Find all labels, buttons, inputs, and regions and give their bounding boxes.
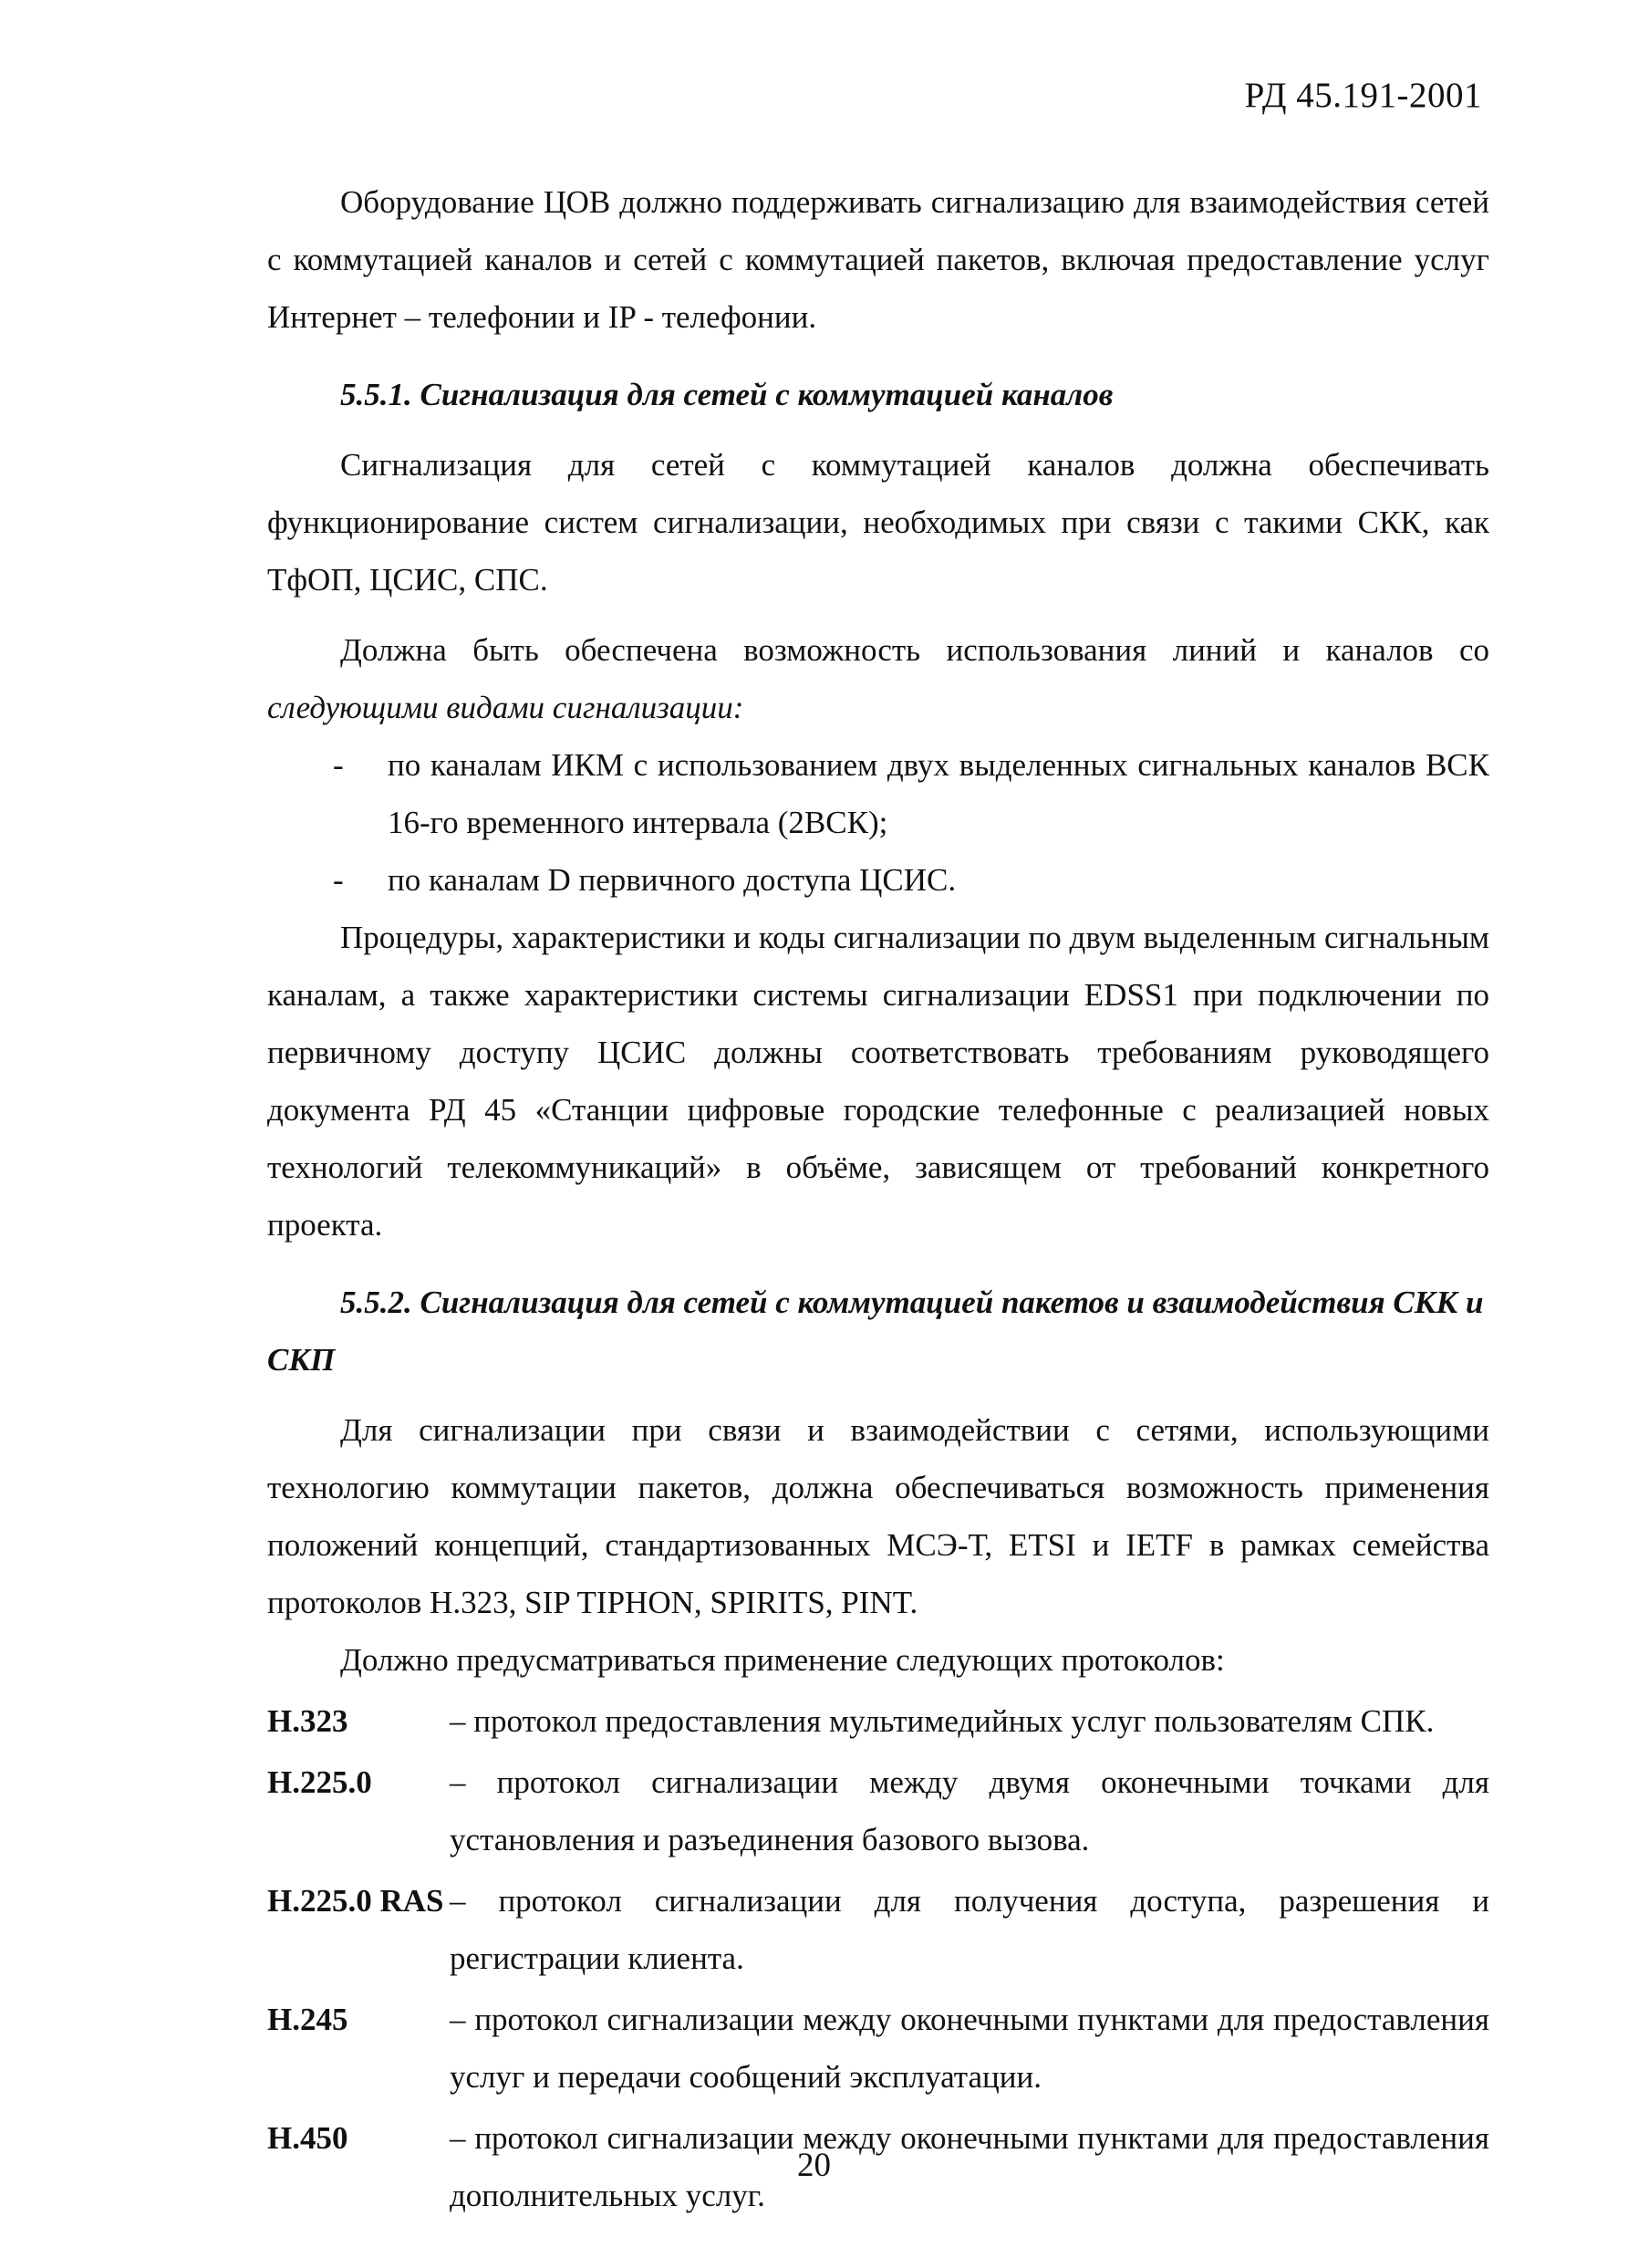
protocol-row [267,1991,1489,2106]
section1-paragraph-2-text: Должна быть обеспечена возможность использования линий и каналов со [340,632,1489,668]
protocol-code: H.323 [267,1703,348,1739]
protocol-description: – протокол сигнализации между оконечными пунктами для предоставления услуг и передачи сообщений эксплуатации. [450,2002,1489,2095]
bullet-item [267,736,1489,851]
page-number: 20 [797,2147,831,2184]
intro-paragraph: Оборудование ЦОВ должно поддерживать сигнализацию для взаимодействия сетей с коммутацией каналов и сетей с коммутацией пакетов, включая предоставление услуг Интернет – телефонии и IP - телефонии. [267,184,1489,335]
bullet-dash: - [333,862,344,898]
section2-paragraph-2: Должно предусматриваться применение следующих протоколов: [340,1642,1225,1678]
section1-paragraph-2-italic: следующими видами сигнализации: [267,690,744,725]
protocol-row [267,1753,1489,1868]
protocol-description: – протокол предоставления мультимедийных услуг пользователям СПК. [450,1703,1435,1739]
bullet-item [267,851,1489,909]
protocol-code: H.225.0 [267,1764,372,1800]
protocol-code: H.245 [267,2002,348,2037]
section-heading-5-5-1: 5.5.1. Сигнализация для сетей с коммутацией каналов [340,377,1114,412]
section1-paragraph-2 [267,621,1489,736]
document-code: РД 45.191-2001 [1244,76,1482,115]
document-body [267,173,1489,2224]
section-heading-5-5-2: 5.5.2. Сигнализация для сетей с коммутацией пакетов и взаимодействия СКК и СКП [267,1285,1484,1378]
protocol-description: – протокол сигнализации между двумя оконечными точками для установления и разъединения базового вызова. [450,1764,1489,1857]
bullet-text: по каналам ИКМ с использованием двух выделенных сигнальных каналов ВСК 16-го временного интервала (2ВСК); [388,747,1489,840]
protocol-code: H.450 [267,2120,348,2156]
protocol-description: – протокол сигнализации для получения доступа, разрешения и регистрации клиента. [450,1883,1489,1976]
protocol-row [267,1872,1489,1987]
section2-paragraph-1: Для сигнализации при связи и взаимодействии с сетями, использующими технологию коммутации пакетов, должна обеспечиваться возможность применения положений концепций, стандартизованных МСЭ-Т, ETSI и IETF в рамках семейства протоколов H.323, SIP TIPHON, SPIRITS, PINT. [267,1412,1489,1620]
protocol-list [267,1692,1489,2224]
protocol-description: – протокол сигнализации между оконечными пунктами для предоставления дополнительных услуг. [450,2120,1489,2213]
protocol-row [267,1692,1489,1750]
bullet-dash: - [333,747,344,783]
bullet-text: по каналам D первичного доступа ЦСИС. [388,862,957,898]
section1-paragraph-3: Процедуры, характеристики и коды сигнализации по двум выделенным сигнальным каналам, а также характеристики системы сигнализации EDSS1 при подключении по первичному доступу ЦСИС должны соответствовать требованиям руководящего документа РД 45 «Станции цифровые городские телефонные с реализацией новых технологий телекоммуникаций» в объёме, зависящем от требований конкретного проекта. [267,920,1489,1243]
protocol-code: H.225.0 RAS [267,1883,444,1919]
section1-paragraph-1: Сигнализация для сетей с коммутацией каналов должна обеспечивать функционирование систем сигнализации, необходимых при связи с такими СКК, как ТфОП, ЦСИС, СПС. [267,447,1489,598]
